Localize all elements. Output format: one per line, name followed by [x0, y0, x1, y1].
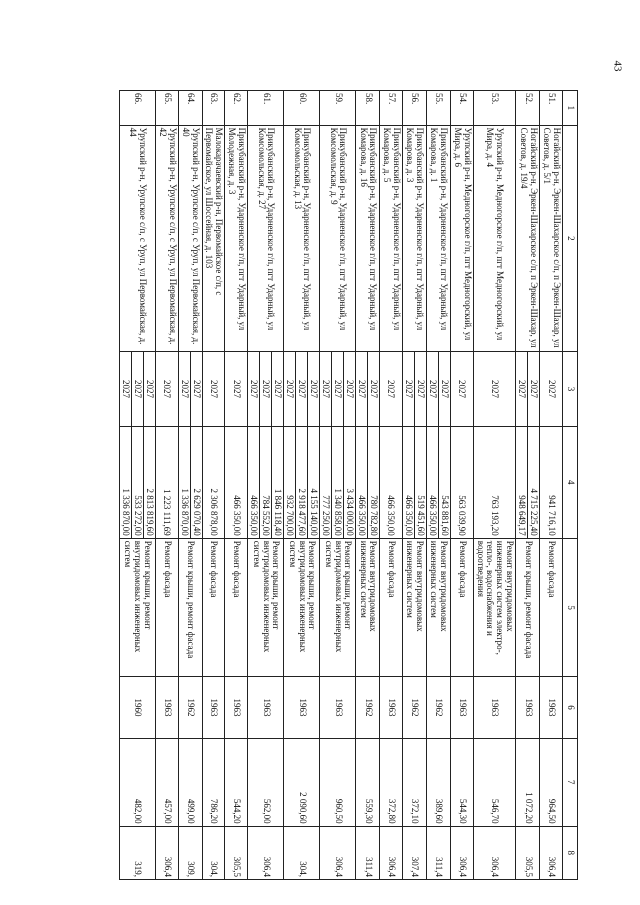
row-number: 65.	[155, 91, 178, 126]
year-cell-line: 2027	[427, 352, 439, 426]
area-cell: 372,80	[380, 738, 403, 826]
unit-price-cell: 306,4	[320, 826, 356, 879]
unit-price-cell: 307,4	[402, 826, 426, 879]
cost-cell-line: 2 813 819,60	[144, 488, 155, 536]
year-cell-line: 2027	[162, 380, 173, 399]
built-year-cell: 1963	[225, 677, 248, 738]
cost-cell	[284, 426, 320, 538]
address-cell: Урупский р-н, Урупское с/п, с Уруп, ул Первомайская, д. 40	[178, 125, 202, 352]
built-year-cell: 1963	[320, 677, 356, 738]
year-cell-line: 2027	[191, 380, 202, 399]
year-cell	[450, 352, 473, 427]
year-cell-line: 2027	[132, 352, 144, 426]
year-cell	[516, 352, 540, 427]
cost-cell	[473, 426, 516, 538]
row-number: 66.	[119, 91, 155, 126]
table-row	[119, 91, 155, 880]
year-cell-line: 2027	[546, 380, 557, 399]
address-cell: Урупский р-н, Медногорское г/п, пгт Медногорский, ул Мира, д. 6	[450, 125, 473, 352]
cost-cell-line: 2 918 477,60	[296, 427, 308, 538]
cost-cell-line: 4 715 225,40	[529, 488, 540, 536]
address-cell: Урупский р-н, Медногорское г/п, пгт Медногорский, ул Мира, д. 4	[473, 125, 516, 352]
cost-cell	[225, 426, 248, 538]
table-row	[320, 91, 356, 880]
table-row	[380, 91, 403, 880]
year-cell	[540, 352, 563, 427]
built-year-cell: 1963	[450, 677, 473, 738]
area-cell: 2 090,60	[284, 738, 320, 826]
cost-cell	[380, 426, 403, 538]
year-cell-line: 2027	[120, 352, 132, 426]
cost-cell	[178, 426, 202, 538]
work-type-cell: Ремонт фасада	[450, 538, 473, 677]
cost-cell-line: 1 846 118,40	[273, 488, 284, 536]
cost-cell-line: 932 700,00	[284, 427, 296, 538]
built-year-cell: 1962	[402, 677, 426, 738]
year-cell-line: 2027	[248, 352, 260, 426]
unit-price-cell: 306,4	[540, 826, 563, 879]
built-year-cell: 1963	[155, 677, 178, 738]
address-cell: Ногайский р-н, Эркен-Шахарское с/п, п Эркен-Шахар, ул Советов, д. 5/1	[540, 125, 563, 352]
cost-cell-line: 1 340 858,00	[332, 427, 344, 538]
row-number: 63.	[202, 91, 225, 126]
area-cell: 960,50	[320, 738, 356, 826]
address-cell: Прикубанский р-н, Ударненское г/п, пгт Ударный, ул Комарова, д. 1	[426, 125, 450, 352]
row-number: 60.	[284, 91, 320, 126]
year-cell	[473, 352, 516, 427]
year-cell-line: 2027	[403, 352, 415, 426]
year-cell	[402, 352, 426, 427]
cost-cell-line: 466 350,00	[248, 427, 260, 538]
year-cell	[248, 352, 284, 427]
area-cell: 964,50	[540, 738, 563, 826]
work-type-cell: Ремонт внутридомовых инженерных систем	[402, 538, 426, 677]
unit-price-cell: 309,	[178, 826, 202, 879]
year-cell-line: 2027	[415, 380, 426, 399]
area-cell: 499,00	[178, 738, 202, 826]
work-type-cell: Ремонт крыши, ремонт внутридомовых инженерных систем	[248, 538, 284, 677]
rotated-page	[66, 90, 578, 880]
cost-cell-line: 3 434 000,00	[345, 488, 356, 536]
work-type-cell: Ремонт крыши, ремонт фасада	[178, 538, 202, 677]
row-number: 52.	[516, 91, 540, 126]
year-cell-line: 2027	[516, 352, 528, 426]
built-year-cell: 1963	[516, 677, 540, 738]
built-year-cell: 1962	[178, 677, 202, 738]
row-number: 55.	[426, 91, 450, 126]
table-row	[225, 91, 248, 880]
year-cell	[202, 352, 225, 427]
cost-cell-line: 543 881,60	[439, 495, 450, 536]
area-cell: 544,20	[225, 738, 248, 826]
year-cell-line: 2027	[369, 380, 380, 399]
work-type-cell: Ремонт фасада	[380, 538, 403, 677]
cost-cell-line: 1 336 870,00	[179, 427, 191, 538]
year-cell-line: 2027	[208, 380, 219, 399]
built-year-cell: 1963	[380, 677, 403, 738]
col-header-6: 6	[563, 677, 578, 738]
area-cell: 544,30	[450, 738, 473, 826]
address-cell: Прикубанский р-н, Ударненское г/п, пгт Ударный, ул Комарова, д. 16	[356, 125, 380, 352]
work-type-cell: Ремонт фасада	[225, 538, 248, 677]
cost-cell-line: 466 350,00	[427, 427, 439, 538]
unit-price-cell: 306,4	[473, 826, 516, 879]
header-row	[563, 91, 578, 880]
row-number: 64.	[178, 91, 202, 126]
unit-price-cell: 306,4	[450, 826, 473, 879]
year-cell	[178, 352, 202, 427]
area-cell: 1 072,20	[516, 738, 540, 826]
unit-price-cell: 311,4	[356, 826, 380, 879]
cost-cell	[516, 426, 540, 538]
work-type-cell: Ремонт внутридомовых инженерных систем электро-, тепло-, водоснабжения и водоотведения	[473, 538, 516, 677]
cost-cell-line: 4 155 140,00	[309, 488, 320, 536]
table-row	[178, 91, 202, 880]
col-header-5: 5	[563, 538, 578, 677]
year-cell-line: 2027	[320, 352, 332, 426]
built-year-cell: 1963	[202, 677, 225, 738]
cost-cell-line: 777 250,00	[320, 427, 332, 538]
row-number: 53.	[473, 91, 516, 126]
page-number: 43	[611, 60, 624, 72]
year-cell-line: 2027	[345, 380, 356, 399]
cost-cell-line: 519 451,60	[415, 495, 426, 536]
year-cell-line: 2027	[332, 352, 344, 426]
unit-price-cell: 306,4	[155, 826, 178, 879]
address-cell: Прикубанский р-н, Ударненское г/п, пгт Ударный, ул Комсомольская, д. 27	[248, 125, 284, 352]
address-cell: Прикубанский р-н, Ударненское г/п, пгт Ударный, ул Комсомольская, д. 9	[320, 125, 356, 352]
year-cell-line: 2027	[296, 352, 308, 426]
year-cell-line: 2027	[231, 380, 242, 399]
year-cell	[380, 352, 403, 427]
year-cell	[356, 352, 380, 427]
work-type-cell: Ремонт фасада	[155, 538, 178, 677]
built-year-cell: 1963	[540, 677, 563, 738]
unit-price-cell: 306,4	[380, 826, 403, 879]
area-cell: 562,00	[248, 738, 284, 826]
unit-price-cell: 305,5	[516, 826, 540, 879]
address-cell: Прикубанский р-н, Ударненское г/п, пгт Ударный, ул Комсомольская, д. 13	[284, 125, 320, 352]
address-cell: Урупский р-н, Урупское с/п, с Уруп, ул Первомайская, д. 44	[119, 125, 155, 352]
cost-cell	[119, 426, 155, 538]
row-number: 56.	[402, 91, 426, 126]
col-header-8: 8	[563, 826, 578, 879]
cost-cell-line: 533 272,00	[132, 427, 144, 538]
cost-cell-line: 466 350,00	[386, 495, 397, 536]
unit-price-cell: 319,	[119, 826, 155, 879]
cost-cell	[426, 426, 450, 538]
work-type-cell: Ремонт фасада	[202, 538, 225, 677]
unit-price-cell: 311,4	[426, 826, 450, 879]
cost-cell-line: 1 336 870,00	[120, 427, 132, 538]
year-cell	[155, 352, 178, 427]
area-cell: 546,70	[473, 738, 516, 826]
year-cell	[284, 352, 320, 427]
year-cell	[426, 352, 450, 427]
col-header-4: 4	[563, 426, 578, 538]
area-cell: 559,30	[356, 738, 380, 826]
year-cell-line: 2027	[144, 380, 155, 399]
table-row	[450, 91, 473, 880]
row-number: 57.	[380, 91, 403, 126]
address-cell: Прикубанский р-н, Ударненское г/п, пгт Ударный, ул Комарова, д. 3	[402, 125, 426, 352]
cost-cell-line: 466 350,00	[356, 427, 368, 538]
year-cell-line: 2027	[489, 380, 500, 399]
cost-cell	[202, 426, 225, 538]
table-row	[473, 91, 516, 880]
address-cell: Урупский р-н, Урупское с/п, с Уруп, ул Первомайская, д. 42	[155, 125, 178, 352]
row-number: 54.	[450, 91, 473, 126]
year-cell-line: 2027	[457, 380, 468, 399]
area-cell: 372,10	[402, 738, 426, 826]
built-year-cell: 1963	[473, 677, 516, 738]
unit-price-cell: 304,	[202, 826, 225, 879]
work-type-cell: Ремонт внутридомовых инженерных систем	[426, 538, 450, 677]
cost-cell-line: 1 223 111,69	[162, 489, 173, 536]
unit-price-cell: 304,	[284, 826, 320, 879]
cost-cell	[155, 426, 178, 538]
col-header-7: 7	[563, 738, 578, 826]
cost-cell	[320, 426, 356, 538]
row-number: 58.	[356, 91, 380, 126]
unit-price-cell: 306,4	[248, 826, 284, 879]
address-cell: Ногайский р-н, Эркен-Шахарское с/п, п Эркен-Шахар, ул Советов, д. 19/4	[516, 125, 540, 352]
cost-cell-line: 948 649,17	[516, 427, 528, 538]
area-cell: 389,60	[426, 738, 450, 826]
row-number: 59.	[320, 91, 356, 126]
repair-table	[119, 90, 578, 880]
area-cell: 457,00	[155, 738, 178, 826]
row-number: 62.	[225, 91, 248, 126]
row-number: 61.	[248, 91, 284, 126]
built-year-cell: 1963	[284, 677, 320, 738]
unit-price-cell: 305,5	[225, 826, 248, 879]
address-cell: Прикубанский р-н, Ударненское г/п, пгт Ударный, ул Комарова, д. 5	[380, 125, 403, 352]
year-cell-line: 2027	[356, 352, 368, 426]
cost-cell-line: 763 193,20	[489, 495, 500, 536]
table-row	[155, 91, 178, 880]
cost-cell	[540, 426, 563, 538]
cost-cell	[248, 426, 284, 538]
built-year-cell: 1960	[119, 677, 155, 738]
area-cell: 482,00	[119, 738, 155, 826]
cost-cell-line: 466 350,00	[403, 427, 415, 538]
table-row	[516, 91, 540, 880]
work-type-cell: Ремонт крыши, ремонт внутридомовых инженерных систем	[320, 538, 356, 677]
cost-cell	[402, 426, 426, 538]
table-row	[402, 91, 426, 880]
year-cell-line: 2027	[284, 352, 296, 426]
col-header-1: 1	[563, 91, 578, 126]
cost-cell	[356, 426, 380, 538]
cost-cell-line: 2 629 070,40	[191, 488, 202, 536]
cost-cell-line: 2 306 878,00	[208, 488, 219, 536]
year-cell-line: 2027	[529, 380, 540, 399]
work-type-cell: Ремонт внутридомовых инженерных систем	[356, 538, 380, 677]
cost-cell-line: 941 716,10	[546, 495, 557, 536]
cost-cell-line: 780 782,80	[369, 495, 380, 536]
table-body	[119, 91, 562, 880]
cost-cell-line: 466 350,00	[231, 495, 242, 536]
year-cell	[119, 352, 155, 427]
address-cell: Малокарачаевский р-н, Первомайское с/п, с Первомайское, ул Шоссейная, д. 103	[202, 125, 225, 352]
year-cell-line: 2027	[386, 380, 397, 399]
table-row	[248, 91, 284, 880]
cost-cell-line: 784 552,00	[260, 427, 272, 538]
work-type-cell: Ремонт крыши, ремонт внутридомовых инженерных систем	[119, 538, 155, 677]
year-cell-line: 2027	[273, 380, 284, 399]
work-type-cell: Ремонт фасада	[540, 538, 563, 677]
table-row	[540, 91, 563, 880]
year-cell-line: 2027	[309, 380, 320, 399]
table-row	[356, 91, 380, 880]
built-year-cell: 1963	[248, 677, 284, 738]
table-row	[202, 91, 225, 880]
col-header-2: 2	[563, 125, 578, 352]
built-year-cell: 1962	[356, 677, 380, 738]
cost-cell	[450, 426, 473, 538]
area-cell: 786,20	[202, 738, 225, 826]
table-row	[284, 91, 320, 880]
work-type-cell: Ремонт крыши, ремонт фасада	[516, 538, 540, 677]
cost-cell-line: 563 039,90	[457, 495, 468, 536]
year-cell-line: 2027	[260, 352, 272, 426]
year-cell-line: 2027	[179, 352, 191, 426]
table-row	[426, 91, 450, 880]
year-cell	[225, 352, 248, 427]
col-header-3: 3	[563, 352, 578, 427]
address-cell: Прикубанский р-н, Ударненское г/п, пгт Ударный, ул Молодежная, д. 3	[225, 125, 248, 352]
year-cell	[320, 352, 356, 427]
row-number: 51.	[540, 91, 563, 126]
year-cell-line: 2027	[439, 380, 450, 399]
built-year-cell: 1962	[426, 677, 450, 738]
work-type-cell: Ремонт крыши, ремонт внутридомовых инженерных систем	[284, 538, 320, 677]
